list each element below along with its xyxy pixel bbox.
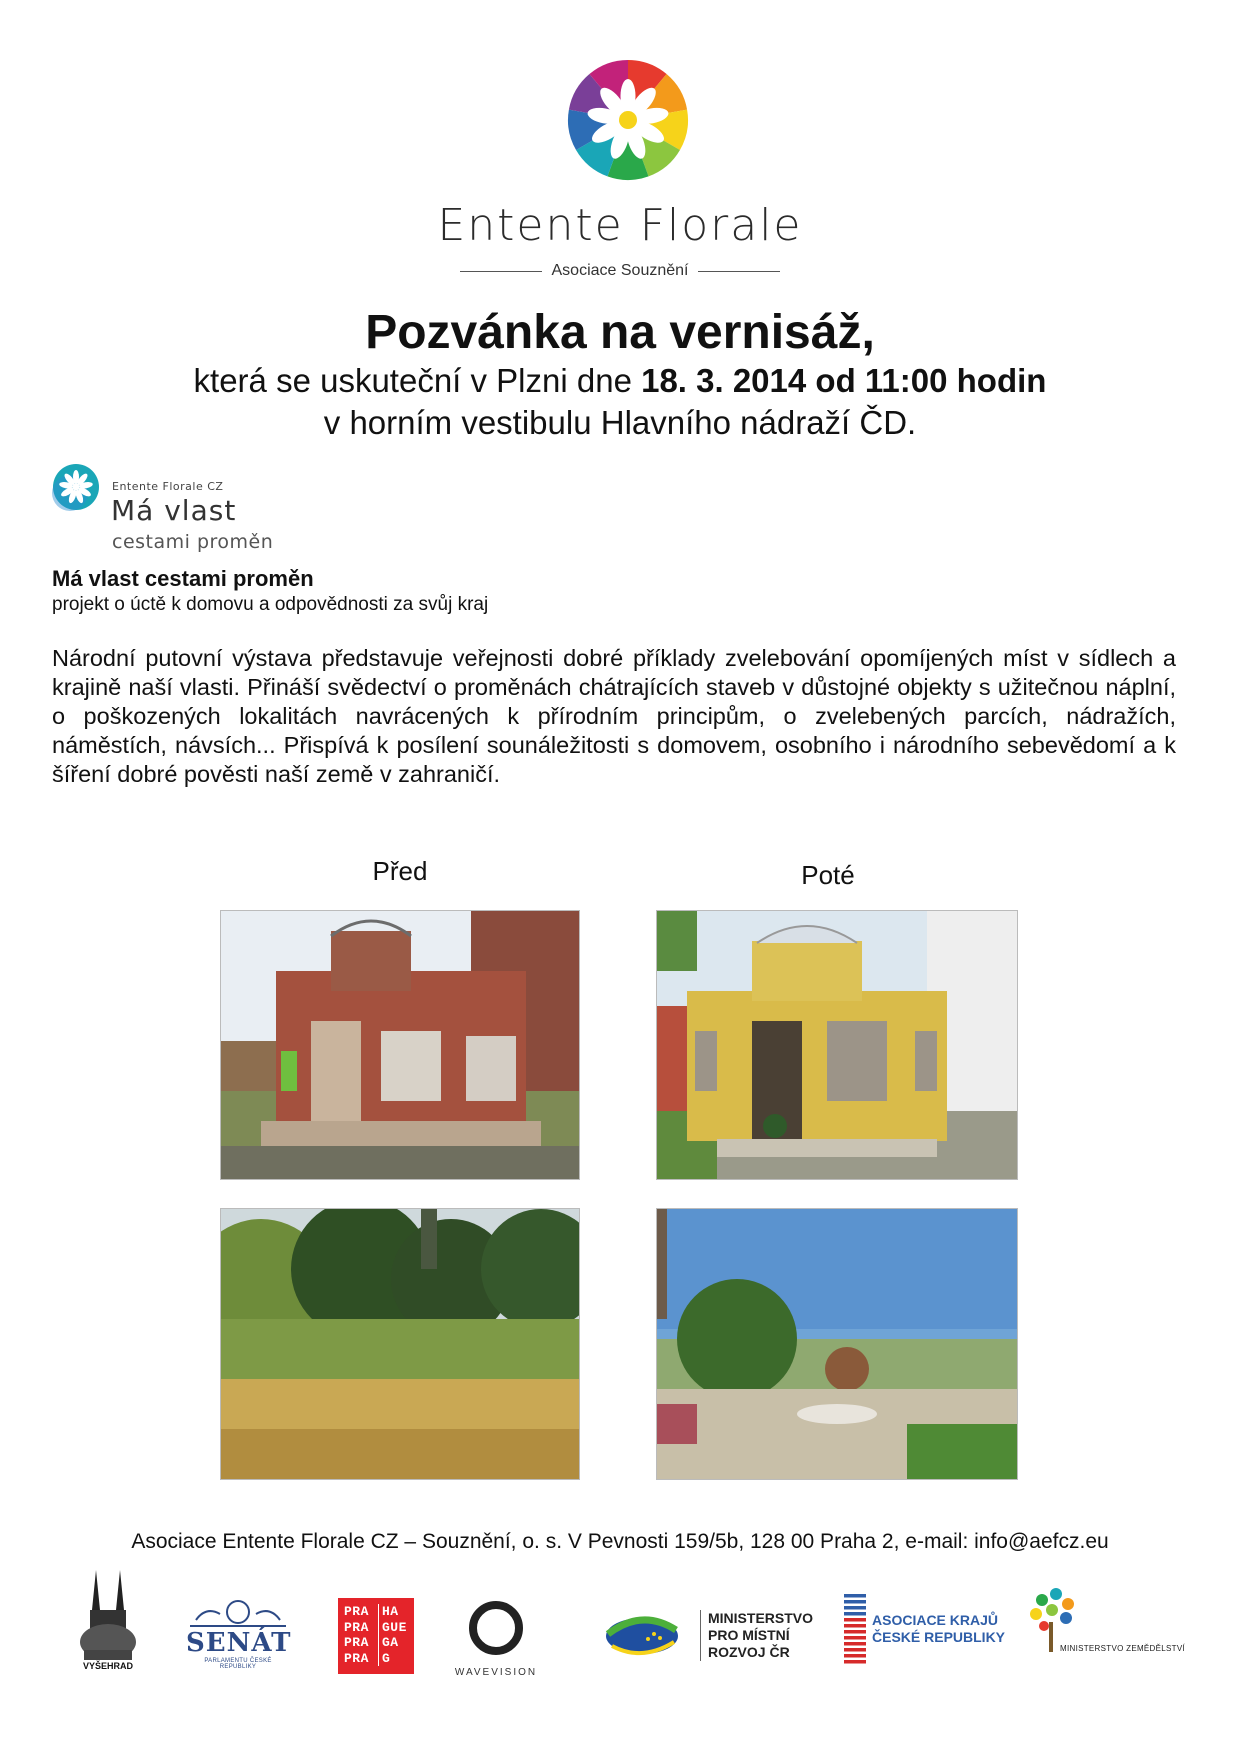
- praha-text: PRA: [344, 1619, 369, 1635]
- project-title: Má vlast cestami proměn: [52, 566, 314, 591]
- kraje-label: [872, 1612, 1005, 1646]
- praha-logo: [338, 1598, 414, 1674]
- kraje-stripe: [844, 1594, 866, 1598]
- photo-ruined-chapel: [220, 910, 580, 1180]
- kraje-stripe: [844, 1648, 866, 1652]
- ma-vlast-flower-icon: [52, 463, 100, 511]
- praha-col-1: [344, 1604, 369, 1666]
- mmr-label: [700, 1610, 813, 1661]
- kraje-line: ASOCIACE KRAJŮ: [872, 1612, 999, 1628]
- photo-restored-chapel: [656, 910, 1018, 1180]
- mmr-line: ROZVOJ ČR: [708, 1644, 790, 1660]
- project-logo-name: Má vlast: [111, 494, 237, 527]
- praha-text: GUE: [382, 1619, 407, 1635]
- project-logo-tagline: cestami proměn: [112, 531, 274, 553]
- praha-text: HA: [382, 1604, 399, 1619]
- footer-address: Asociace Entente Florale CZ – Souznění, o. s. V Pevnosti 159/5b, 128 00 Praha 2, e-mail: info@aefcz.eu: [131, 1530, 1109, 1553]
- kraje-line: ČESKÉ REPUBLIKY: [872, 1629, 1006, 1645]
- praha-col-2: [378, 1604, 407, 1666]
- kraje-stripe: [844, 1612, 866, 1616]
- senat-name: SENÁT: [186, 1628, 292, 1658]
- wavevision-ring-icon: [466, 1598, 526, 1658]
- divider: [460, 271, 542, 272]
- senat-subtitle: PARLAMENTU ČESKÉ REPUBLIKY: [204, 1658, 272, 1670]
- praha-text: GA: [382, 1635, 399, 1650]
- vysehrad-label: VYŠEHRAD: [82, 1661, 133, 1671]
- project-subtitle: projekt o úctě k domovu a odpovědnosti za svůj kraj: [52, 594, 489, 615]
- kraje-stripes-icon: [844, 1594, 866, 1666]
- mmr-line: MINISTERSTVO: [708, 1610, 814, 1626]
- senat-logo: [186, 1600, 290, 1670]
- praha-text: PRA: [344, 1604, 369, 1619]
- praha-text: G: [382, 1650, 391, 1666]
- kraje-stripe: [844, 1642, 866, 1646]
- kraje-stripe: [844, 1654, 866, 1658]
- kraje-stripe: [844, 1660, 866, 1664]
- mmr-eu-logo-icon: [604, 1612, 680, 1658]
- praha-text: PRA: [344, 1635, 369, 1650]
- invitation-date-line: [0, 362, 1240, 400]
- photo-restored-garden: [656, 1208, 1018, 1480]
- event-date-time: 18. 3. 2014 od 11:00 hodin: [641, 362, 1047, 399]
- kraje-stripe: [844, 1606, 866, 1610]
- project-logo-org: Entente Florale CZ: [112, 480, 224, 493]
- kraje-stripe: [844, 1624, 866, 1628]
- photo-overgrown-garden: [220, 1208, 580, 1480]
- wavevision-label: WAVEVISION: [454, 1667, 538, 1678]
- date-line-prefix: která se uskuteční v Plzni dne: [193, 362, 642, 399]
- kraje-stripe: [844, 1630, 866, 1634]
- before-caption: Před: [372, 856, 428, 886]
- kraje-stripe: [844, 1618, 866, 1622]
- kraje-stripe: [844, 1636, 866, 1640]
- brand-name: Entente Florale: [437, 200, 803, 251]
- kraje-stripe: [844, 1600, 866, 1604]
- mmr-line: PRO MÍSTNÍ: [708, 1627, 790, 1643]
- brand-subtitle-row: [0, 262, 1240, 280]
- project-description: Národní putovní výstava představuje veřejnosti dobré příklady zvelebování opomíjených míst v sídlech a krajině naší vlasti. Přináší svědectví o proměnách chátrajících staveb v důstojné objekty s užitečnou náplní, o poškozených lokalitách navrácených k přírodním principům, o zvelebených parcích, nádražích, náměstích, návsích... Přispívá k posílení sounáležitosti s domovem, osobního i národního sebevědomí a k šíření dobré pověsti naší země v zahraničí.: [52, 645, 1176, 787]
- entente-florale-flower-logo-icon: [566, 58, 690, 182]
- praha-text: PRA: [344, 1650, 369, 1666]
- after-caption: Poté: [801, 860, 855, 890]
- invitation-title: Pozvánka na vernisáž,: [365, 306, 875, 359]
- mze-label: MINISTERSTVO ZEMĚDĚLSTVÍ: [1060, 1644, 1185, 1653]
- senat-emblem-icon: [186, 1600, 290, 1628]
- invitation-venue-line: v horním vestibulu Hlavního nádraží ČD.: [323, 404, 917, 441]
- brand-subtitle: Asociace Souznění: [551, 262, 689, 279]
- divider: [698, 271, 780, 272]
